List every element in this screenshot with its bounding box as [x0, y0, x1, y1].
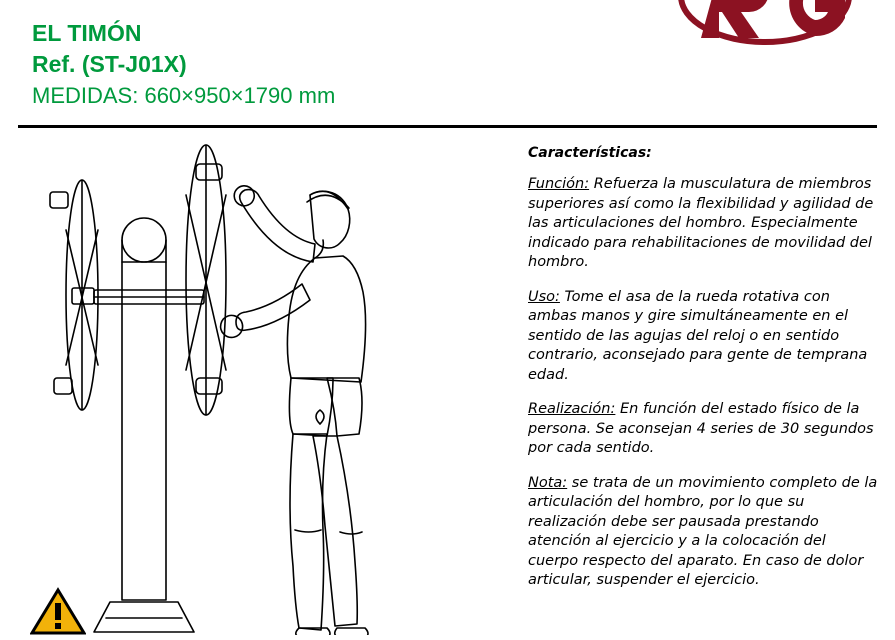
characteristic-funcion-label: Función:: [528, 176, 590, 192]
characteristic-realizacion-label: Realización:: [528, 401, 616, 417]
characteristic-nota-label: Nota:: [528, 474, 568, 491]
characteristics-panel: [528, 145, 880, 606]
characteristic-realizacion-text: En función del estado físico de la persona. Se aconsejan 4 series de 30 segundos por cada sentido.: [528, 401, 874, 456]
document-header: [0, 0, 895, 120]
rg-logo: [647, 0, 877, 62]
product-reference: Ref. (ST-J01X): [32, 51, 187, 77]
header-divider: [18, 125, 877, 128]
warning-triangle-icon: [30, 587, 86, 635]
characteristic-funcion: [528, 175, 880, 273]
characteristic-uso: [528, 288, 880, 386]
product-name: EL TIMÓN: [32, 20, 142, 46]
characteristic-funcion-text: Refuerza la musculatura de miembros superiores así como la flexibilidad y agilidad de las articulaciones del hombro. Especialmente indicado para rehabilitaciones de movilidad del hombro.: [528, 176, 874, 270]
characteristic-realizacion: [528, 400, 880, 459]
characteristic-uso-text: Tome el asa de la rueda rotativa con ambas manos y gire simultáneamente en el sentido de las agujas del reloj o en sentido contrario, aconsejado para gente de temprana edad.: [528, 288, 868, 383]
characteristic-nota-text: se trata de un movimiento completo de la articulación del hombro, por lo que su realización debe ser pausada prestando atención al ejercicio y a la colocación del cuerpo respecto del aparato. En caso de dolor articular, suspender el ejercicio.: [528, 474, 878, 588]
product-measurements: MEDIDAS: 660×950×1790 mm: [32, 83, 336, 108]
characteristics-heading: Características:: [528, 145, 652, 161]
title-block: [32, 18, 335, 111]
characteristic-nota: [528, 474, 880, 591]
characteristic-uso-label: Uso:: [528, 288, 560, 305]
illustration-exercise-machine: [10, 140, 510, 635]
